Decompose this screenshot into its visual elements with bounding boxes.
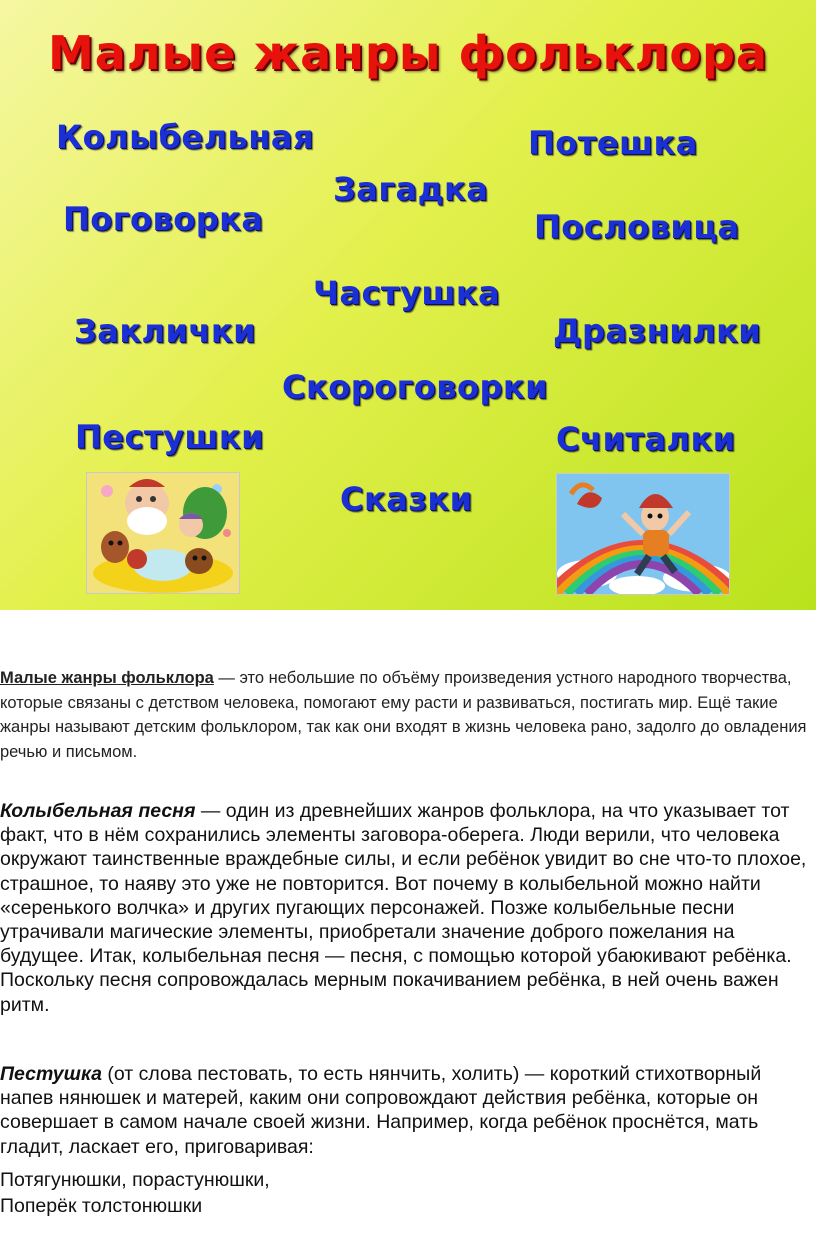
pestushka-text: (от слова пестовать, то есть нянчить, холить) — короткий стихотворный напев нянюшек и матерей, каким они сопровождают действия ребёнка, которые он совершает в самом начале своей жизни. Например, когда ребёнок проснётся, мать гладит, ласкает его, приговаривая: — [0, 1063, 762, 1158]
genre-kolybelnaya: Колыбельная — [56, 118, 314, 156]
verse-line-1: Потягунюшки, порастунюшки, — [0, 1169, 270, 1191]
genre-zagadka: Загадка — [333, 170, 489, 208]
genre-pestushki: Пестушки — [75, 418, 264, 456]
genre-poteshka: Потешка — [528, 124, 698, 162]
banner-title: Малые жанры фольклора — [48, 26, 768, 80]
intro-term: Малые жанры фольклора — [0, 669, 214, 687]
child-on-rainbow-picture — [556, 473, 730, 595]
verse-line-2: Поперёк толстонюшки — [0, 1195, 203, 1217]
genre-chastushka: Частушка — [313, 274, 501, 312]
genre-zaklichki: Заклички — [74, 312, 257, 350]
intro-paragraph — [0, 666, 812, 764]
genre-pogovorka: Поговорка — [63, 200, 264, 238]
genre-skorogovorki: Скороговорки — [282, 368, 549, 406]
pestushka-term: Пестушка — [0, 1063, 102, 1085]
genre-draznilki: Дразнилки — [553, 312, 762, 350]
genre-skazki: Сказки — [340, 480, 473, 518]
genre-schitalki: Считалки — [556, 420, 736, 458]
fairy-tale-characters-picture — [86, 472, 240, 594]
intro-text: — это небольшие по объёму произведения устного народного творчества, которые связаны с детством человека, помогают ему расти и развиваться, постигать мир. Ещё такие жанры называют детским фольклором, так как они входят в жизнь человека рано, задолго до овладения речью и письмом. — [0, 669, 807, 761]
lullaby-paragraph — [0, 799, 812, 1017]
pestushka-paragraph — [0, 1062, 812, 1159]
lullaby-text: — один из древнейших жанров фольклора, на что указывает тот факт, что в нём сохранились элементы заговора-оберега. Люди верили, что человека окружают таинственные враждебные силы, и если ребёнок увидит во сне что-то плохое, страшное, то наяву это уже не повторится. Вот почему в колыбельной можно найти «серенького волчка» и других пугающих персонажей. Позже колыбельные песни утрачивали магические элементы, приобретали значение доброго пожелания на будущее. Итак, колыбельная песня — песня, с помощью которой убаюкивают ребёнка. Поскольку песня сопровождалась мерным покачиванием ребёнка, в ней очень важен ритм. — [0, 800, 807, 1016]
genre-poslovitsa: Пословица — [534, 208, 740, 246]
lullaby-term: Колыбельная песня — [0, 800, 196, 822]
genres-banner — [0, 0, 816, 610]
